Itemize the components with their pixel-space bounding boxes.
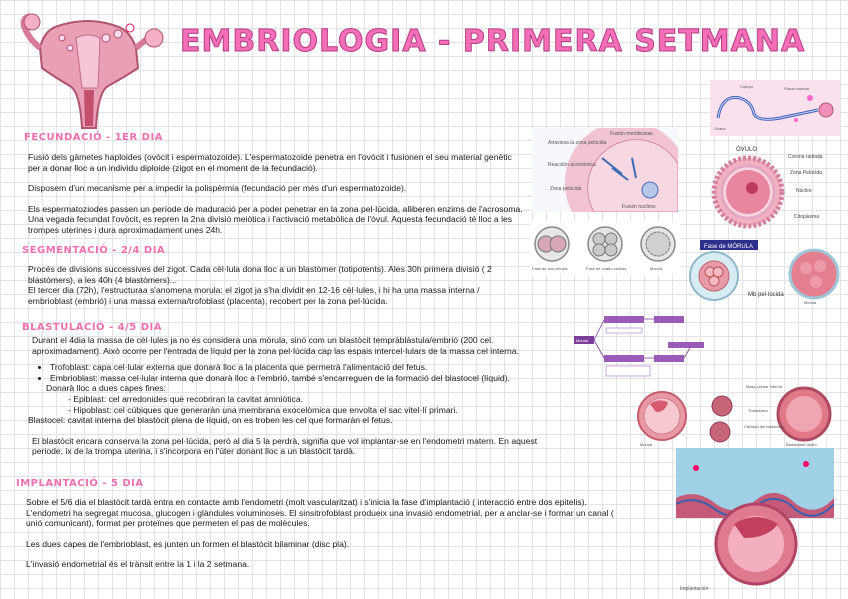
fert-label: Reacción acrosómica [548, 162, 596, 168]
blastulacio-p1: Durant el 4dia la massa de cèl·lules ja no és considera una mòrula, sinó com un blastòcit tempràblàstula/embrió (200 cel. aproximadament). Això ocorre per l'entrada de líquid per la zona pel·lúcida cap las espais intercel·lulars de la massa cel interna. [32, 335, 519, 356]
ovulo-part: Zona Pelúcida [790, 170, 822, 176]
morula-title: Fase de MÓRULA [704, 244, 754, 250]
morula-small-caption: Mórula [804, 300, 817, 305]
cleavage-label: Fase de cuatro células [586, 266, 627, 271]
fecundacio-p3: Els espermatoziodes passen un període de maduració per a poder penetrar en la zona pel·lúcida, alliberen enzims de l'acrosoma. Una vegada fecundat l'ovòcit, es repren la 2na divisió meiòtica i l'activació metabòlica de l'òvul. Aquesta fecundació té lloc a les trompes uterines i dura aproximadament unes 24h. [28, 203, 523, 235]
blastulacio-blastocel: Blastocel: cavitat interna del blastòcit plena de líquid, on es troben les cel que formaràn el fetus. [28, 415, 393, 426]
ovulo-part: Núcleo [796, 188, 812, 194]
page-title: EMBRIOLOGIA - PRIMERA SETMANA [180, 24, 806, 59]
concept-diagram [572, 306, 706, 380]
section-heading-segmentacio: SEGMENTACIÓ - 2/4 DIA [22, 245, 166, 256]
blasto-label: Mórula [640, 442, 653, 447]
blasto-label: Masa celular interna [746, 384, 783, 389]
fertilization-figure [532, 128, 678, 212]
segmentacio-text [28, 264, 526, 306]
blastulacio-p2: El blastòcit encara conserva la zona pel·lúcida, però al dia 5 la perdrà, signifia que vol implantar-se en l'endometri matern. En aquest periode, ix de la trompa uterina, i s'incorpora en l'úter donant lloc a un blastòcit tardà. [32, 435, 538, 457]
section-heading-implantacio: IMPLANTACIÓ - 5 DIA [16, 478, 144, 489]
implantacio-p2: Les dues capes de l'embrioblast, es junten un formen el blastòcit bilaminar (disc pla). [26, 538, 350, 549]
fecundacio-p1: Fusió dels gàmetes haploides (ovòcit i espermatozoide). L'espermatozoide penetra en l'ovòcit i fusionen el seu material genètic per a donar lloc a un individu diploide (zigot en el moment de la fecundació). [28, 152, 512, 173]
cleavage-stages-figure [530, 222, 680, 274]
ovulo-title: ÓVULO [736, 147, 758, 153]
cleavage-label: Mórula [650, 266, 663, 271]
implantacio-p1: Sobre el 5/6 dia el blastòcit tardà entra en contacte amb l'endometri (molt vascularitzat) i s'inicia la fase d'implantació ( interacció entre dos epitelis). L'endometri ha segregat mucosa, glucogen i glàndules voluminoses. El sinsitrofoblast produeix una invasió endometrial, per a anclar-se i formar un canal ( unió comunicant), format per proteïnes que permeten el pas de molècules. [26, 497, 614, 529]
segmentacio-p2: El tercer dia (72h), l'estructuraa s'anomena morula: el zigot ja s'ha dividit en 12-16 cèl·lules, i hi ha una massa interna / embrioblast (embrió) i una massa externa/trofoblast (placenta), recobert per la zona pel·lúcida. [28, 285, 480, 306]
tube-label: Ovario [714, 126, 726, 131]
ovulo-figure [700, 142, 840, 232]
blastulacio-s1: - Epiblast: cel arredonides que recobriran la cavitat amniòtica. [68, 393, 304, 404]
ovulo-part: Corona radiada [788, 154, 823, 160]
blasto-label: Trofoblasto [748, 408, 768, 413]
section-heading-blastulacio: BLASTULACIÓ - 4/5 DIA [22, 322, 162, 333]
section-heading-fecundacio: FECUNDACIÓ - 1ER DIA [24, 132, 163, 143]
blasto-label: Cavidad del blastocisto [744, 424, 786, 429]
cleavage-label: Fase de dos células [532, 266, 568, 271]
implantacio-p3: L'invasió endometrial és el trànsit entre la 1 i la 2 setmana. [26, 559, 250, 570]
tube-label: Cuerpo [740, 84, 754, 89]
ovulo-part: Citoplasma [794, 214, 820, 220]
fert-label: Zona pelúcida [550, 186, 582, 192]
blastulacio-b2b: Donarà lloc a dues capes fines: [46, 383, 166, 394]
implant-label: Implantación [680, 586, 709, 592]
fert-label: Atraviesa la zona pelúcida [548, 140, 607, 146]
fert-label: Fusión membranas [610, 131, 653, 137]
fallopian-tube-figure [710, 80, 840, 136]
implantacio-text [26, 497, 616, 570]
blasto-label: Blastocisto tardío [786, 442, 817, 447]
implantation-figure [676, 448, 834, 594]
blastocyst-figure [636, 378, 836, 448]
diagram-root: Mórula [576, 338, 589, 343]
list-item: • Embrioblast: massa cel·lular interna que donarà lloc a l'embrió, també s'encarreguen de la formació del blastocel (líquid). [50, 373, 558, 384]
fert-label: Fusión nucleos [622, 204, 656, 210]
blastulacio-text [28, 335, 558, 457]
blastulacio-list [28, 362, 558, 383]
fecundacio-text [28, 152, 526, 236]
tube-label: Placa rotunda [784, 86, 809, 91]
fecundacio-p2: Disposem d'un mecanisme per a impedir la polispèrmia (fecundació per més d'un espermatozoide). [28, 183, 407, 194]
morula-figure [686, 236, 840, 306]
list-item: • Trofoblast: capa cel·lular externa que donarà lloc a la placenta que permetrà l'alimentació del fetus. [50, 362, 558, 373]
blastulacio-s2: - Hipoblast: cel cúbiques que generaràn una membrana exocelòmica que envolta el sac vitel·lí primari. [68, 404, 458, 415]
morula-caption: Mb pel·lúcida [748, 292, 784, 298]
segmentacio-p1: Procés de divisions successives del zigot. Cada cèl·lula dona lloc a un blastòmer (totipotents). Ales 30h primera divisió ( 2 blastòmers), a les 40h (4 blastòmers)... [28, 264, 492, 285]
uterus-illustration [18, 8, 168, 130]
